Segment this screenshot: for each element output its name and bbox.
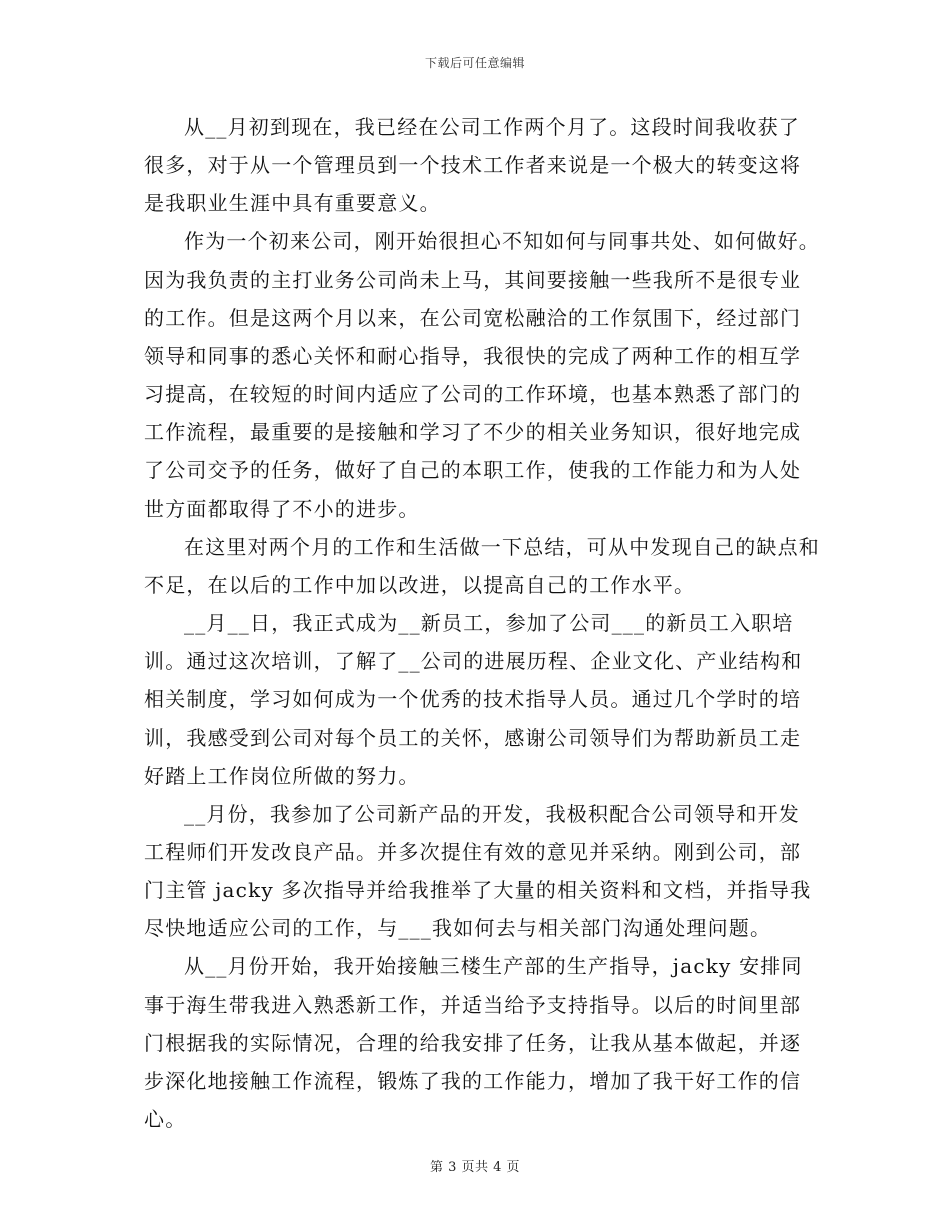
- paragraph: __月份，我参加了公司新产品的开发，我极积配合公司领导和开发工程师们开发改良产品。并多次提住有效的意见并采纳。刚到公司，部门主管 jacky 多次指导并给我推举了大量的相关资料和文档，并指导我尽快地适应公司的工作，与___我如何去与相关部门沟通处理问题。: [144, 801, 812, 941]
- paragraph: 在这里对两个月的工作和生活做一下总结，可从中发现自己的缺点和不足，在以后的工作中加以改进，以提高自己的工作水平。: [144, 534, 820, 597]
- paragraph: 从__月初到现在，我已经在公司工作两个月了。这段时间我收获了很多，对于从一个管理员到一个技术工作者来说是一个极大的转变这将是我职业生涯中具有重要意义。: [144, 115, 802, 216]
- paragraph: __月__日，我正式成为__新员工，参加了公司___的新员工入职培训。通过这次培训，了解了__公司的进展历程、企业文化、产业结构和相关制度，学习如何成为一个优秀的技术指导人员。通过几个学时的培训，我感受到公司对每个员工的关怀，感谢公司领导们为帮助新员工走好踏上工作岗位所做的努力。: [144, 611, 803, 788]
- document-body: [144, 108, 820, 1138]
- paragraph: 从__月份开始，我开始接触三楼生产部的生产指导，jacky 安排同事于海生带我进入熟悉新工作，并适当给予支持指导。以后的时间里部门根据我的实际情况，合理的给我安排了任务，让我从基本做起，并逐步深化地接触工作流程，锻炼了我的工作能力，增加了我干好工作的信心。: [144, 954, 803, 1132]
- page-number: 第 3 页共 4 页: [429, 1160, 521, 1175]
- paragraph: 作为一个初来公司，刚开始很担心不知如何与同事共处、如何做好。因为我负责的主打业务公司尚未上马，其间要接触一些我所不是很专业的工作。但是这两个月以来，在公司宽松融洽的工作氛围下，经过部门领导和同事的悉心关怀和耐心指导，我很快的完成了两种工作的相互学习提高，在较短的时间内适应了公司的工作环境，也基本熟悉了部门的工作流程，最重要的是接触和学习了不少的相关业务知识，很好地完成了公司交予的任务，做好了自己的本职工作，使我的工作能力和为人处世方面都取得了不小的进步。: [144, 229, 820, 521]
- header-note: 下载后可任意编辑: [424, 56, 525, 70]
